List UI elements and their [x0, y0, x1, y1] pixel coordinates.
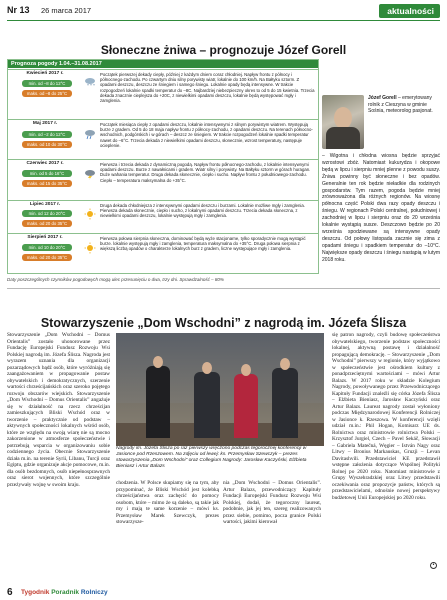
min-temp: min. od 5 do 16°C — [22, 170, 72, 177]
logo-word-2: Poradnik — [51, 589, 81, 596]
month-description: Pierwsza i trzecia dekada z dynamiczną pogodą. Napływ frontu północnego-zachodu, z lokalnie intensywnymi opadami deszczu. Burze z nawałnicami i gradem. Wiatr silny i porywisty. Na Bałtyku sztorm w górach huragan. Duże wahania temperatur. Druga dekada słonecznie, ciepło i sucho. Napływ frontu z południowego-zachodu. Ciepło – temperatura maksymalna do +35°C. — [100, 162, 311, 183]
sun-icon — [84, 242, 96, 254]
header-divider — [7, 20, 440, 21]
min-temp: min. od –8 do 12°C — [22, 80, 72, 87]
article2-column-4: się patron nagrody, czyli budowę społeczeństwa obywatelskiego, tworzenie podstaw społeczności lokalnej, aktywną postawę i działalność propagującą demokrację. – Stowarzyszenie „Dom Wschodni” pierwszy w regionie, który wyjątkowo w społeczeństwie jest ośrodkiem kultury z ponadprzeciętnymi wartościami – mówi Artur Balazs. W 2017 roku w składzie Kolegium Nagrody, powoływanego przez Przewodniczącego Kapituły Fundacji znaleźli się córka Józefa Śliszа – Elżbieta Bieniasz, Jarosław Kaczyński oraz Artur Balazs. Laureat nagrody został wyłoniony podczas Międzynarodowej Konferencji Rolniczej w Jasionce k. Rzeszowa. W konferencji wzięli udział m.in.: Phil Hogan, Komisarz UE ds. Rolnictwa oraz ministrowie rolnictwa Polski – Krzysztof Jurgiel, Czech – Pavel Sekáč, Słowacji – Gabriela Matečná, Węgier – István Nagy oraz Litwy – Bronius Markauskas, Gruzji – Levan Davitashvili. Przedstawiciel KE przedstawił wstępne założenia dotyczące Wspólnej Polityki Rolnej po 2020 roku. Natomiast ministrowie z Grupy Wyszehradzkiej oraz Litwy przedstawili oczekiwania oraz propozycje państw, których są przedstawicielami, odnośnie nowej perspektywy budżetowej Unii Europejskiej po 2020 roku. — [332, 332, 440, 501]
person-balazs — [272, 368, 298, 438]
logo-word-3: Rolniczy — [80, 589, 108, 596]
sun-icon — [84, 208, 96, 220]
portrait-coat — [326, 127, 360, 149]
forecast-row-may — [8, 119, 318, 159]
month-description: Początek miesiąca ciepły z opadami deszczu, lokalnie intensywnymi z silnym porywistym wiatrem. Występują burze z gradem. Od 5 do 18 maja napływ frontu z północy-zachodu, z opadami deszczu. Na terenach północno-wschodnich, podgórskich i w górach – deszcz ze śniegiem. W trakcie rozpogodzeń lokalnie spadki temperatur nawet do –6°C. Trzecia dekada z niewielkimi opadami deszczu, słonecznie, wzrost temperatury, następuje ocieplenie. — [100, 122, 313, 148]
forecast-footnote: Daty poszczególnych czynników pogodowych mogą ulec przesunięciu o dwa, trzy dni. Sprawdzalność – 80% — [7, 277, 224, 282]
section-badge: aktualności — [379, 4, 440, 18]
article-divider — [7, 288, 440, 289]
author-name: Józef Gorell — [368, 95, 397, 101]
article2-column-1: Stowarzyszenie „Dom Wschodni – Domus Orientalis” zostało uhonorowane przez Fundację Europejski Fundusz Rozwoju Wsi Polskiej nagrodą im. Józefa Śliszа. Nagroda jest wyrazem uznania dla organizacji pozarządowych bądź osób, które wyróżniają się zaangażowaniem w propagowanie postaw obywatelskich i demokratycznych, szerzenie wartości chrześcijańskich oraz szeroko pojętego rozwoju obszarów wiejskich. Stowarzyszenie „Dom Wschodni – Domus Orientalis” angażuje się w działalność na rzecz chrześcijan zamieszkujących Bliski Wschód oraz w tworzenie – praktycznie od podstaw – aktywnych społeczności lokalnych wśród osób, które ze względu na swoją wiarę nie są mocno zakorzenione w atmosferze społeczeństwie i potrzebują wsparcia w organizowaniu sobie codziennego życia. Obecnie Stowarzyszenie działa m.in. na terenie Syrii, Libanu, Turcji oraz Egiptu, gdzie organizuje akcje pomocowe, m.in. dla osób bezdomnych, osób niepełnosprawnych oraz sierot wojennych, które szczególnie przeżywały wojnę w swoim kraju. — [7, 332, 110, 488]
article1-title: Słoneczne żniwa – prognozuje Józef Gorell — [100, 43, 347, 57]
page-header — [7, 4, 440, 20]
person-head — [202, 362, 212, 374]
issue-number: Nr 13 — [7, 5, 30, 15]
person-head — [280, 358, 290, 370]
max-temp: maks. od 15 do 35°C — [22, 180, 72, 187]
month-label: Maj 2017 r. — [32, 121, 58, 126]
forecast-row-july — [8, 200, 318, 233]
person-bieniasz — [234, 374, 258, 438]
month-label: Sierpień 2017 r. — [27, 235, 63, 240]
author-bio — [368, 95, 440, 115]
forecast-row-june — [8, 159, 318, 200]
forecast-row-april — [8, 69, 318, 119]
snow-cloud-icon — [84, 76, 96, 88]
person-head — [241, 364, 251, 376]
photo-caption: Nagrody im. Józefa Śliszа po raz pierwszy wręczono podczas tegorocznej konferencji w Jasionce pod Rzeszowem. Na zdjęciu od lewej: ks. Przemysław Szewczyk – prezes stowarzyszenia „Dom Wschodni” oraz Collegium Nagrody: Jarosław Kaczyński, Elżbieta Bieniasz i Artur Balazs — [116, 446, 307, 470]
max-temp: maks. od 20 do 35°C — [22, 220, 72, 227]
author-portrait — [322, 95, 364, 149]
logo-word-1: Tygodnik — [21, 589, 52, 596]
forecast-table — [7, 59, 319, 274]
portrait-face — [334, 107, 352, 129]
max-temp: maks. od –8 do 25°C — [22, 90, 72, 97]
max-temp: maks. od 10 do 30°C — [22, 141, 72, 148]
svg-text:* * *: * * * — [87, 83, 95, 88]
rain-cloud-icon — [84, 128, 96, 140]
person-priest — [146, 366, 170, 438]
min-temp: min. od –2 do 12°C — [22, 131, 72, 138]
award-photo — [116, 333, 324, 446]
month-label: Czerwiec 2017 r. — [26, 161, 64, 166]
month-description: Pierwsza połowa sierpnia słoneczna, dominować będą wyże stacjonarne, tylko sporadycznie mogą wystąpić burze. lokalnie występują mgły i zamglenia, temperatura maksymalna do +35°C. Druga połowa sierpnia z większą liczbą opadów o charakterze lokalnych burz z gradem, liczne występujące mgły i zamglenia. — [100, 236, 306, 252]
forecast-row-august — [8, 233, 318, 274]
issue-date: 26 marca 2017 — [41, 6, 92, 15]
author-description: – emerytowany rolnik z Cieszyna w gminie Sośnia, meteorolog pasjonat. — [368, 95, 433, 115]
month-label: Kwiecień 2017 r. — [26, 71, 64, 76]
article-end-mark: • — [430, 562, 437, 569]
month-description: Druga dekada chłodniejsza z intensywnymi opadami deszczu i burzami. Lokalnie możliwe mgły i zamglenia. Pierwsza dekada słonecznie, ciepło i sucho, z lokalnymi opadami deszczu. Trzecia dekada słoneczna, z niewielkimi opadami deszczu, lokalnie występują mgły i zamglenia. — [100, 203, 305, 219]
article2-column-3: nia „Dom Wschodni – Domus Orientalis”. Artur Balazs, przewodniczący Kapituły Fundacji Europejski Fundusz Rozwoju Wsi Polskiej, dodał, że tegoroczny laureat, podobnie, jak jej ten, szereg realizowanych przez siebie, pomimo, pocza granice Polski wartości, jakimi kierował — [223, 480, 321, 525]
page-number: 6 — [7, 587, 13, 598]
page-footer — [7, 589, 440, 598]
person-head — [153, 356, 163, 368]
author-quote: – Wigotna i chłodna wiosna będzie sprzyjać wzrostowi zbóż. Natomiast kukurydza i okopowe będą w lipcu i sierpniu mniej plenne z powodu suszy. Żniwa powinny być słoneczne i bez opadów. Generalnie ten rok będzie nieładkie dla rodzinych gospodarstw. Tym razem, pogoda będzie mniej zrównoważona dla różnych regionów. Na wiosnę północna część Polski dwa razy opady deszczu i śniegu. W regionach Polski centralnej, południowej i zachodniej w lipcu i sierpniu oraz do 20 września lokalnie wystąpią susze. Deszczowo będzie po 20 września spodziewane są intensywne opady deszczu. Od połowy listopada zacznie się zima z opadami śniegu i spadkiem temperatur do –10°C. Największe opady deszczu i śniegu nastąpią w lutym 2018 roku. — [322, 153, 440, 263]
person-kaczynski — [194, 372, 220, 438]
month-label: Lipiec 2017 r. — [29, 202, 61, 207]
min-temp: min. od 12 do 20°C — [22, 210, 72, 217]
max-temp: maks. od 20 do 35°C — [22, 254, 72, 261]
month-description: Początek pierwszej dekady ciepły, później z każdym dniem coraz chłodniej. Napływ frontu z północy i północnego-zachodu. Po czwartym dniu silny porywisty wiatr, lokalnie do 100 km/h. Na Bałtyku sztorm. Z opadami deszczu, deszczu ze śniegiem i samego śniegu. Lokalnie opady będą intensywne. W trakcie rozpogodzeń lokalnie spadki temperatur do –8C. Najbardziej niebezpieczny okres to od 5 do 15 kwietnia. Trzecia dekada znacznie cieplejsza do +20C, z niewielkimi opadami deszczu, lokalnie będą występować mgły i zamglenia. — [100, 72, 315, 104]
publication-logo — [21, 589, 108, 596]
min-temp: min. od 10 do 20°C — [22, 244, 72, 251]
article2-title: Stowarzyszenie „Dom Wschodni” z nagrodą im. Józefa Śliszа — [40, 316, 407, 330]
article2-column-2: chodzenia. W Polsce skupiamy się na tym, aby przypominać, że Bliski Wschód jest kolebką chrześcijaństwa oraz zachęcić do pomocy osobom, które – mimo że są daleko, są takie jak my i mają te same korzenie – mówi ks. Przemysław Marek Szewczyk, prezes stowarzysze- — [116, 480, 219, 525]
forecast-header: Prognoza pogody 1.04.–31.08.2017 — [8, 60, 318, 68]
storm-cloud-icon — [84, 168, 96, 180]
